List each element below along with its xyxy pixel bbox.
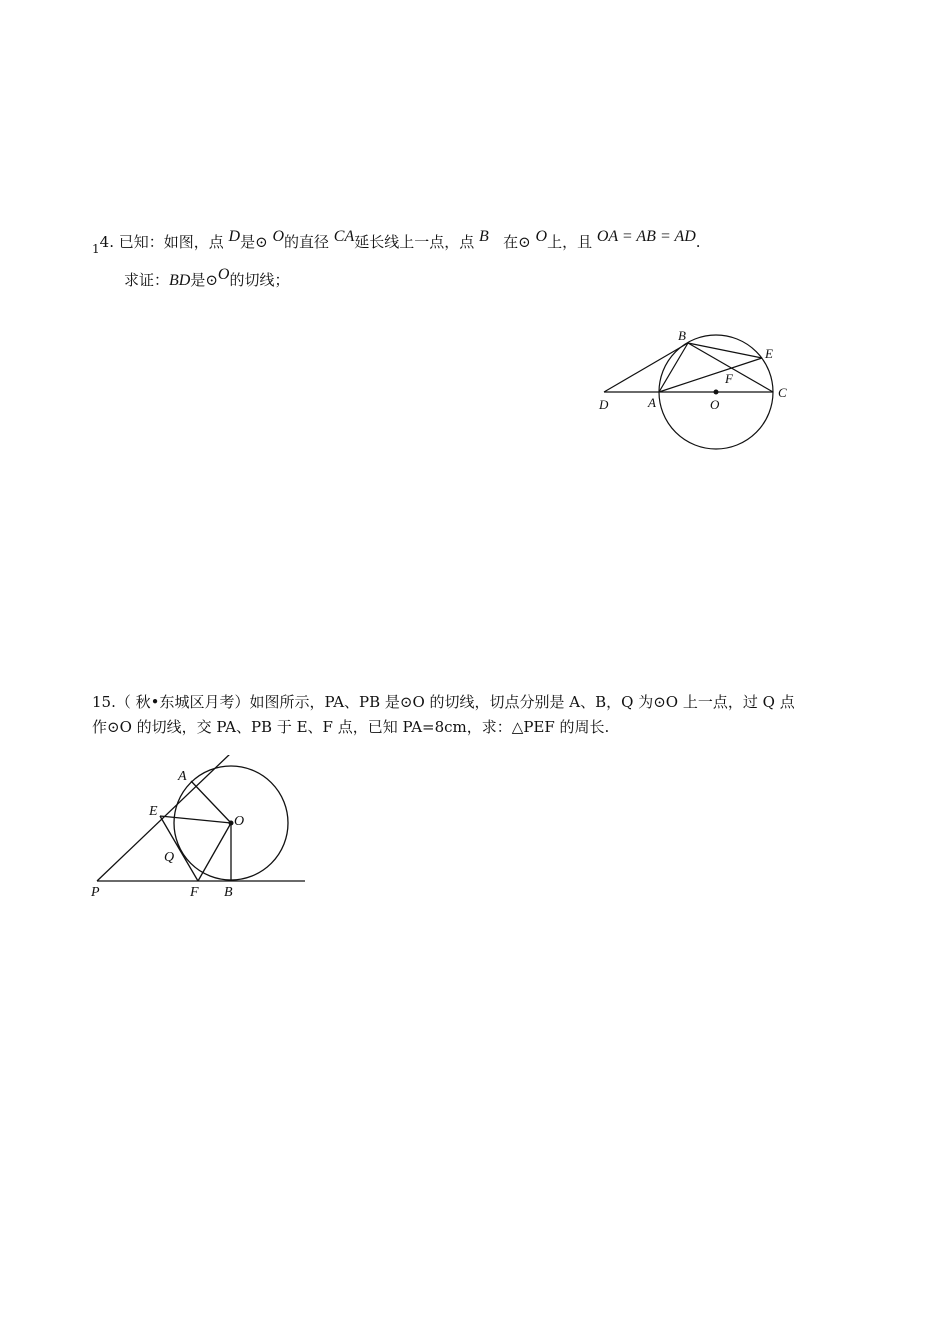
q14-prove-label: 求证： bbox=[124, 271, 170, 289]
q14-label-a: A bbox=[648, 395, 656, 410]
q15-label-q: Q bbox=[164, 850, 175, 865]
q14-center-dot bbox=[714, 390, 719, 395]
q14-text-2: 是⊙ bbox=[240, 233, 268, 251]
q15-line-fo bbox=[198, 823, 231, 881]
q14-var-bd: BD bbox=[169, 272, 191, 289]
q14-line-ab bbox=[659, 343, 688, 392]
q14-line-ae bbox=[659, 358, 762, 392]
q14-text-3: 的直径 bbox=[284, 233, 330, 251]
q14-statement bbox=[92, 228, 701, 256]
q14-label-o: O bbox=[710, 397, 720, 412]
q14-number: 4 bbox=[99, 233, 110, 251]
q15-label-p: P bbox=[91, 885, 100, 900]
q14-label-c: C bbox=[778, 385, 787, 400]
q14-var-ca: CA bbox=[333, 228, 355, 245]
q15-label-a: A bbox=[178, 769, 187, 784]
q15-center-dot bbox=[229, 821, 234, 826]
q14-text-6: 上，且 bbox=[547, 233, 593, 251]
q14-number-prefix: 1 bbox=[92, 242, 100, 256]
q14-label-b: B bbox=[678, 328, 686, 343]
q14-prove-text: 是⊙ bbox=[190, 271, 218, 289]
q15-tangent-ef bbox=[160, 816, 198, 881]
q14-figure bbox=[590, 320, 800, 480]
q14-var-o3: O bbox=[217, 266, 230, 283]
q14-text-4: 延长线上一点，点 bbox=[354, 233, 475, 251]
q15-label-o: O bbox=[234, 814, 245, 829]
q15-label-e: E bbox=[149, 804, 158, 819]
q14-label-d: D bbox=[599, 397, 609, 412]
q15-label-f: F bbox=[190, 885, 199, 900]
q14-var-o: O bbox=[272, 228, 284, 245]
q14-text-7: . bbox=[695, 233, 701, 251]
q14-label-f: F bbox=[725, 371, 733, 386]
q15-line-1: 15.（ 秋•东城区月考）如图所示，PA、PB 是⊙O 的切线，切点分别是 A、B，Q 为⊙O 上一点，过 Q 点 bbox=[92, 693, 795, 711]
q14-label-e: E bbox=[765, 346, 773, 361]
q14-var-d: D bbox=[228, 228, 241, 245]
q14-text-1: . 已知：如图，点 bbox=[109, 233, 224, 251]
q14-line-db bbox=[604, 343, 688, 392]
q14-line-be bbox=[688, 343, 762, 358]
q15-figure bbox=[85, 755, 315, 905]
q15-radius-oa bbox=[191, 781, 231, 823]
q15-label-b: B bbox=[224, 885, 233, 900]
q14-prove bbox=[124, 266, 290, 291]
q15-line-2: 作⊙O 的切线，交 PA、PB 于 E、F 点，已知 PA=8cm，求：△PEF 的周长. bbox=[92, 718, 610, 736]
q14-var-o2: O bbox=[535, 228, 548, 245]
q14-equation: OA = AB = AD bbox=[596, 228, 696, 245]
q14-text-5: 在⊙ bbox=[503, 233, 531, 251]
q14-var-b: B bbox=[479, 228, 489, 245]
q14-prove-end: 的切线； bbox=[229, 271, 290, 289]
q15-line-eo bbox=[160, 816, 231, 823]
